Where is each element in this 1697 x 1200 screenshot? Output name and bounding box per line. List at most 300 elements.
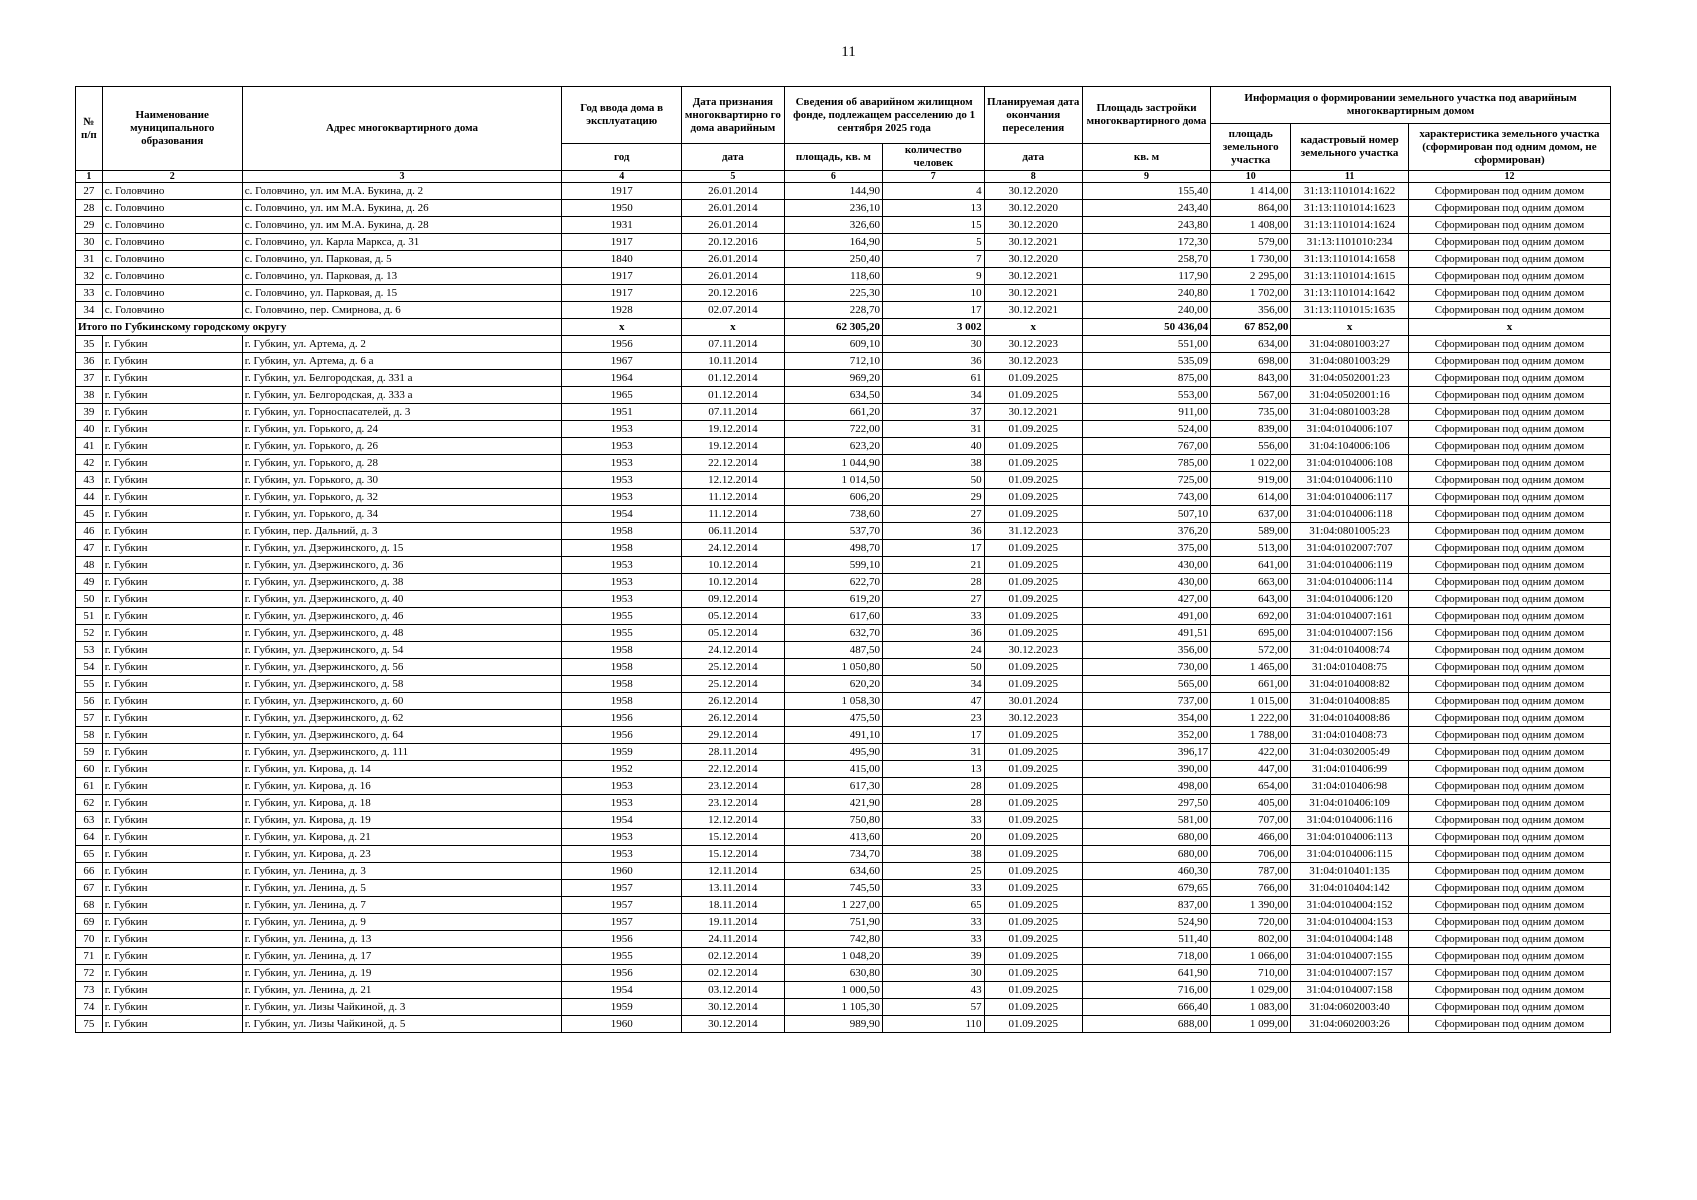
- row-number: 69: [76, 914, 103, 931]
- row-emergency-date: 26.01.2014: [682, 183, 785, 200]
- table-row: [76, 540, 1611, 557]
- row-land-characteristic: Сформирован под одним домом: [1408, 931, 1610, 948]
- row-cadastral-number: 31:04:0104006:107: [1291, 421, 1409, 438]
- row-planned-date: 01.09.2025: [984, 931, 1082, 948]
- row-land-area: 356,00: [1211, 302, 1291, 319]
- row-year-built: 1955: [562, 608, 682, 625]
- row-land-area: 1 730,00: [1211, 251, 1291, 268]
- row-land-characteristic: Сформирован под одним домом: [1408, 523, 1610, 540]
- table-row: [76, 200, 1611, 217]
- row-planned-date: 30.12.2023: [984, 336, 1082, 353]
- row-municipality: г. Губкин: [102, 523, 242, 540]
- row-municipality: г. Губкин: [102, 778, 242, 795]
- table-row: [76, 914, 1611, 931]
- row-year-built: 1955: [562, 625, 682, 642]
- row-emergency-date: 22.12.2014: [682, 455, 785, 472]
- row-planned-date: 01.09.2025: [984, 489, 1082, 506]
- row-year-built: 1957: [562, 880, 682, 897]
- row-year-built: 1967: [562, 353, 682, 370]
- row-number: 63: [76, 812, 103, 829]
- row-building-area: 352,00: [1082, 727, 1210, 744]
- row-cadastral-number: 31:04:0104006:114: [1291, 574, 1409, 591]
- row-building-area: 258,70: [1082, 251, 1210, 268]
- table-row: [76, 404, 1611, 421]
- row-number: 42: [76, 455, 103, 472]
- row-planned-date: 01.09.2025: [984, 676, 1082, 693]
- row-building-area: 155,40: [1082, 183, 1210, 200]
- row-people: 13: [883, 200, 985, 217]
- row-emergency-date: 26.12.2014: [682, 693, 785, 710]
- row-address: с. Головчино, ул. Парковая, д. 5: [242, 251, 562, 268]
- row-emergency-date: 05.12.2014: [682, 608, 785, 625]
- row-year-built: 1950: [562, 200, 682, 217]
- table-row: [76, 744, 1611, 761]
- row-area: 1 048,20: [784, 948, 882, 965]
- row-people: 27: [883, 506, 985, 523]
- table-body-total: [76, 319, 1611, 336]
- row-municipality: г. Губкин: [102, 931, 242, 948]
- column-number-9: 9: [1082, 171, 1210, 183]
- row-planned-date: 01.09.2025: [984, 1016, 1082, 1033]
- row-people: 27: [883, 591, 985, 608]
- row-emergency-date: 20.12.2016: [682, 285, 785, 302]
- row-area: 228,70: [784, 302, 882, 319]
- row-planned-date: 01.09.2025: [984, 472, 1082, 489]
- row-municipality: г. Губкин: [102, 897, 242, 914]
- row-municipality: г. Губкин: [102, 455, 242, 472]
- row-cadastral-number: 31:04:0104006:113: [1291, 829, 1409, 846]
- row-number: 30: [76, 234, 103, 251]
- table-row: [76, 812, 1611, 829]
- row-land-characteristic: Сформирован под одним домом: [1408, 217, 1610, 234]
- table-row: [76, 999, 1611, 1016]
- row-year-built: 1840: [562, 251, 682, 268]
- row-building-area: 718,00: [1082, 948, 1210, 965]
- column-number-7: 7: [883, 171, 985, 183]
- row-number: 39: [76, 404, 103, 421]
- row-address: г. Губкин, ул. Горького, д. 28: [242, 455, 562, 472]
- row-land-characteristic: Сформирован под одним домом: [1408, 914, 1610, 931]
- row-year-built: 1958: [562, 659, 682, 676]
- row-people: 43: [883, 982, 985, 999]
- row-planned-date: 01.09.2025: [984, 761, 1082, 778]
- row-cadastral-number: 31:13:1101014:1658: [1291, 251, 1409, 268]
- row-building-area: 511,40: [1082, 931, 1210, 948]
- row-municipality: г. Губкин: [102, 999, 242, 1016]
- row-municipality: г. Губкин: [102, 404, 242, 421]
- row-address: с. Головчино, пер. Смирнова, д. 6: [242, 302, 562, 319]
- row-planned-date: 01.09.2025: [984, 540, 1082, 557]
- header-planned-date: Планируемая дата окончания переселения: [984, 87, 1082, 144]
- row-number: 51: [76, 608, 103, 625]
- row-year-built: 1953: [562, 591, 682, 608]
- row-planned-date: 30.12.2021: [984, 404, 1082, 421]
- row-municipality: с. Головчино: [102, 200, 242, 217]
- row-year-built: 1953: [562, 778, 682, 795]
- row-people: 36: [883, 523, 985, 540]
- row-address: с. Головчино, ул. им М.А. Букина, д. 28: [242, 217, 562, 234]
- table-row: [76, 574, 1611, 591]
- row-number: 71: [76, 948, 103, 965]
- row-year-built: 1960: [562, 863, 682, 880]
- row-number: 59: [76, 744, 103, 761]
- row-municipality: г. Губкин: [102, 574, 242, 591]
- row-address: г. Губкин, пер. Дальний, д. 3: [242, 523, 562, 540]
- row-people: 34: [883, 676, 985, 693]
- row-municipality: с. Головчино: [102, 251, 242, 268]
- row-year-built: 1957: [562, 897, 682, 914]
- header-number: № п/п: [76, 87, 103, 171]
- table-body-golovchino: [76, 183, 1611, 319]
- row-municipality: г. Губкин: [102, 982, 242, 999]
- row-address: г. Губкин, ул. Лизы Чайкиной, д. 3: [242, 999, 562, 1016]
- row-building-area: 666,40: [1082, 999, 1210, 1016]
- row-area: 236,10: [784, 200, 882, 217]
- row-land-area: 843,00: [1211, 370, 1291, 387]
- row-planned-date: 01.09.2025: [984, 438, 1082, 455]
- row-municipality: с. Головчино: [102, 302, 242, 319]
- row-municipality: г. Губкин: [102, 489, 242, 506]
- table-row: [76, 761, 1611, 778]
- row-people: 33: [883, 931, 985, 948]
- row-emergency-date: 19.12.2014: [682, 438, 785, 455]
- row-planned-date: 01.09.2025: [984, 778, 1082, 795]
- row-land-characteristic: Сформирован под одним домом: [1408, 438, 1610, 455]
- row-address: г. Губкин, ул. Ленина, д. 3: [242, 863, 562, 880]
- row-emergency-date: 19.12.2014: [682, 421, 785, 438]
- row-municipality: г. Губкин: [102, 693, 242, 710]
- row-planned-date: 01.09.2025: [984, 829, 1082, 846]
- row-number: 36: [76, 353, 103, 370]
- row-year-built: 1953: [562, 795, 682, 812]
- row-planned-date: 01.09.2025: [984, 557, 1082, 574]
- row-area: 413,60: [784, 829, 882, 846]
- row-cadastral-number: 31:04:0104007:158: [1291, 982, 1409, 999]
- row-people: 65: [883, 897, 985, 914]
- row-planned-date: 01.09.2025: [984, 608, 1082, 625]
- row-emergency-date: 06.11.2014: [682, 523, 785, 540]
- row-year-built: 1951: [562, 404, 682, 421]
- row-land-characteristic: Сформирован под одним домом: [1408, 948, 1610, 965]
- row-planned-date: 01.09.2025: [984, 574, 1082, 591]
- row-number: 67: [76, 880, 103, 897]
- row-land-characteristic: Сформирован под одним домом: [1408, 489, 1610, 506]
- table-row: [76, 693, 1611, 710]
- row-year-built: 1958: [562, 540, 682, 557]
- row-emergency-date: 12.11.2014: [682, 863, 785, 880]
- row-address: г. Губкин, ул. Ленина, д. 9: [242, 914, 562, 931]
- row-area: 225,30: [784, 285, 882, 302]
- row-building-area: 460,30: [1082, 863, 1210, 880]
- row-address: г. Губкин, ул. Дзержинского, д. 111: [242, 744, 562, 761]
- table-row: [76, 948, 1611, 965]
- table-row: [76, 795, 1611, 812]
- table-row: [76, 1016, 1611, 1033]
- row-land-characteristic: Сформирован под одним домом: [1408, 727, 1610, 744]
- row-area: 632,70: [784, 625, 882, 642]
- row-building-area: 356,00: [1082, 642, 1210, 659]
- table-row: [76, 778, 1611, 795]
- row-planned-date: 30.01.2024: [984, 693, 1082, 710]
- row-area: 1 014,50: [784, 472, 882, 489]
- row-planned-date: 30.12.2020: [984, 251, 1082, 268]
- row-people: 38: [883, 455, 985, 472]
- row-land-characteristic: Сформирован под одним домом: [1408, 846, 1610, 863]
- row-people: 47: [883, 693, 985, 710]
- row-land-area: 766,00: [1211, 880, 1291, 897]
- row-emergency-date: 07.11.2014: [682, 404, 785, 421]
- row-land-characteristic: Сформирован под одним домом: [1408, 200, 1610, 217]
- row-area: 1 058,30: [784, 693, 882, 710]
- row-year-built: 1958: [562, 642, 682, 659]
- row-planned-date: 30.12.2020: [984, 200, 1082, 217]
- row-year-built: 1953: [562, 574, 682, 591]
- header-year-built: Год ввода дома в эксплуатацию: [562, 87, 682, 144]
- row-cadastral-number: 31:04:0104008:82: [1291, 676, 1409, 693]
- row-building-area: 725,00: [1082, 472, 1210, 489]
- row-emergency-date: 24.11.2014: [682, 931, 785, 948]
- row-emergency-date: 13.11.2014: [682, 880, 785, 897]
- row-number: 47: [76, 540, 103, 557]
- table-row: [76, 455, 1611, 472]
- row-land-area: 614,00: [1211, 489, 1291, 506]
- row-number: 68: [76, 897, 103, 914]
- row-building-area: 551,00: [1082, 336, 1210, 353]
- row-emergency-date: 29.12.2014: [682, 727, 785, 744]
- row-year-built: 1956: [562, 336, 682, 353]
- row-land-characteristic: Сформирован под одним домом: [1408, 965, 1610, 982]
- row-land-area: 567,00: [1211, 387, 1291, 404]
- row-people: 37: [883, 404, 985, 421]
- row-number: 38: [76, 387, 103, 404]
- row-address: г. Губкин, ул. Дзержинского, д. 58: [242, 676, 562, 693]
- row-building-area: 172,30: [1082, 234, 1210, 251]
- row-number: 57: [76, 710, 103, 727]
- row-number: 48: [76, 557, 103, 574]
- row-address: г. Губкин, ул. Горького, д. 32: [242, 489, 562, 506]
- row-planned-date: 30.12.2023: [984, 353, 1082, 370]
- row-land-characteristic: Сформирован под одним домом: [1408, 421, 1610, 438]
- row-building-area: 680,00: [1082, 829, 1210, 846]
- table-row: [76, 370, 1611, 387]
- table-row: [76, 880, 1611, 897]
- row-address: г. Губкин, ул. Белгородская, д. 331 а: [242, 370, 562, 387]
- row-area: 1 044,90: [784, 455, 882, 472]
- row-area: 630,80: [784, 965, 882, 982]
- row-land-area: 1 788,00: [1211, 727, 1291, 744]
- row-number: 74: [76, 999, 103, 1016]
- row-emergency-date: 01.12.2014: [682, 370, 785, 387]
- row-building-area: 553,00: [1082, 387, 1210, 404]
- row-number: 35: [76, 336, 103, 353]
- row-land-characteristic: Сформирован под одним домом: [1408, 506, 1610, 523]
- row-people: 29: [883, 489, 985, 506]
- row-land-characteristic: Сформирован под одним домом: [1408, 982, 1610, 999]
- row-year-built: 1953: [562, 489, 682, 506]
- row-land-characteristic: Сформирован под одним домом: [1408, 1016, 1610, 1033]
- table-row: [76, 217, 1611, 234]
- row-address: г. Губкин, ул. Горького, д. 24: [242, 421, 562, 438]
- row-land-characteristic: Сформирован под одним домом: [1408, 370, 1610, 387]
- row-number: 34: [76, 302, 103, 319]
- row-emergency-date: 12.12.2014: [682, 472, 785, 489]
- row-land-area: 698,00: [1211, 353, 1291, 370]
- row-people: 33: [883, 608, 985, 625]
- row-land-characteristic: Сформирован под одним домом: [1408, 540, 1610, 557]
- row-municipality: г. Губкин: [102, 863, 242, 880]
- table-row: [76, 302, 1611, 319]
- table-row: [76, 829, 1611, 846]
- total-date: x: [682, 319, 785, 336]
- total-row: [76, 319, 1611, 336]
- row-municipality: г. Губкин: [102, 812, 242, 829]
- unit-people: количество человек: [883, 144, 985, 171]
- row-emergency-date: 10.11.2014: [682, 353, 785, 370]
- row-building-area: 743,00: [1082, 489, 1210, 506]
- row-address: г. Губкин, ул. Дзержинского, д. 46: [242, 608, 562, 625]
- table-body-gubkin: [76, 336, 1611, 1033]
- row-area: 1 227,00: [784, 897, 882, 914]
- row-planned-date: 01.09.2025: [984, 914, 1082, 931]
- row-land-area: 707,00: [1211, 812, 1291, 829]
- table-row: [76, 727, 1611, 744]
- row-area: 745,50: [784, 880, 882, 897]
- row-cadastral-number: 31:04:0602003:26: [1291, 1016, 1409, 1033]
- table-row: [76, 710, 1611, 727]
- row-number: 56: [76, 693, 103, 710]
- row-people: 38: [883, 846, 985, 863]
- row-address: г. Губкин, ул. Кирова, д. 21: [242, 829, 562, 846]
- row-land-characteristic: Сформирован под одним домом: [1408, 251, 1610, 268]
- row-land-area: 1 015,00: [1211, 693, 1291, 710]
- row-planned-date: 01.09.2025: [984, 812, 1082, 829]
- row-land-characteristic: Сформирован под одним домом: [1408, 897, 1610, 914]
- row-area: 498,70: [784, 540, 882, 557]
- row-cadastral-number: 31:04:010406:99: [1291, 761, 1409, 778]
- row-number: 61: [76, 778, 103, 795]
- row-municipality: г. Губкин: [102, 387, 242, 404]
- row-planned-date: 30.12.2021: [984, 234, 1082, 251]
- row-municipality: г. Губкин: [102, 353, 242, 370]
- row-year-built: 1953: [562, 438, 682, 455]
- row-municipality: с. Головчино: [102, 183, 242, 200]
- row-municipality: г. Губкин: [102, 557, 242, 574]
- row-municipality: г. Губкин: [102, 625, 242, 642]
- row-year-built: 1917: [562, 234, 682, 251]
- row-number: 72: [76, 965, 103, 982]
- row-building-area: 767,00: [1082, 438, 1210, 455]
- row-municipality: г. Губкин: [102, 676, 242, 693]
- row-cadastral-number: 31:04:010406:109: [1291, 795, 1409, 812]
- row-municipality: г. Губкин: [102, 642, 242, 659]
- row-land-area: 695,00: [1211, 625, 1291, 642]
- row-land-area: 1 222,00: [1211, 710, 1291, 727]
- row-building-area: 679,65: [1082, 880, 1210, 897]
- row-emergency-date: 02.12.2014: [682, 948, 785, 965]
- row-planned-date: 01.09.2025: [984, 370, 1082, 387]
- row-people: 30: [883, 965, 985, 982]
- table-row: [76, 625, 1611, 642]
- table-row: [76, 183, 1611, 200]
- row-people: 39: [883, 948, 985, 965]
- row-people: 20: [883, 829, 985, 846]
- row-land-characteristic: Сформирован под одним домом: [1408, 268, 1610, 285]
- row-land-characteristic: Сформирован под одним домом: [1408, 812, 1610, 829]
- row-land-characteristic: Сформирован под одним домом: [1408, 608, 1610, 625]
- row-building-area: 491,00: [1082, 608, 1210, 625]
- row-emergency-date: 15.12.2014: [682, 829, 785, 846]
- table-row: [76, 676, 1611, 693]
- row-area: 326,60: [784, 217, 882, 234]
- total-building-area: 50 436,04: [1082, 319, 1210, 336]
- row-cadastral-number: 31:04:0104004:153: [1291, 914, 1409, 931]
- row-municipality: г. Губкин: [102, 659, 242, 676]
- row-emergency-date: 18.11.2014: [682, 897, 785, 914]
- row-area: 734,70: [784, 846, 882, 863]
- row-cadastral-number: 31:04:0104006:117: [1291, 489, 1409, 506]
- table-row: [76, 982, 1611, 999]
- row-land-area: 1 702,00: [1211, 285, 1291, 302]
- row-cadastral-number: 31:04:0104006:119: [1291, 557, 1409, 574]
- row-land-area: 787,00: [1211, 863, 1291, 880]
- row-number: 49: [76, 574, 103, 591]
- row-number: 66: [76, 863, 103, 880]
- row-cadastral-number: 31:13:1101014:1615: [1291, 268, 1409, 285]
- row-cadastral-number: 31:04:0104006:115: [1291, 846, 1409, 863]
- row-cadastral-number: 31:04:0801003:27: [1291, 336, 1409, 353]
- row-land-characteristic: Сформирован под одним домом: [1408, 710, 1610, 727]
- row-area: 738,60: [784, 506, 882, 523]
- row-land-characteristic: Сформирован под одним домом: [1408, 387, 1610, 404]
- row-land-area: 579,00: [1211, 234, 1291, 251]
- row-emergency-date: 19.11.2014: [682, 914, 785, 931]
- row-municipality: г. Губкин: [102, 727, 242, 744]
- row-address: г. Губкин, ул. Дзержинского, д. 36: [242, 557, 562, 574]
- row-municipality: г. Губкин: [102, 761, 242, 778]
- row-address: с. Головчино, ул. Карла Маркса, д. 31: [242, 234, 562, 251]
- row-cadastral-number: 31:04:0104007:157: [1291, 965, 1409, 982]
- row-cadastral-number: 31:04:0502001:23: [1291, 370, 1409, 387]
- row-building-area: 875,00: [1082, 370, 1210, 387]
- row-building-area: 430,00: [1082, 574, 1210, 591]
- row-emergency-date: 26.01.2014: [682, 217, 785, 234]
- row-emergency-date: 11.12.2014: [682, 506, 785, 523]
- row-year-built: 1956: [562, 965, 682, 982]
- row-land-area: 556,00: [1211, 438, 1291, 455]
- row-building-area: 737,00: [1082, 693, 1210, 710]
- row-building-area: 390,00: [1082, 761, 1210, 778]
- row-building-area: 837,00: [1082, 897, 1210, 914]
- row-land-area: 447,00: [1211, 761, 1291, 778]
- table-row: [76, 608, 1611, 625]
- row-people: 25: [883, 863, 985, 880]
- row-address: г. Губкин, ул. Ленина, д. 17: [242, 948, 562, 965]
- row-year-built: 1917: [562, 285, 682, 302]
- row-people: 28: [883, 795, 985, 812]
- row-planned-date: 01.09.2025: [984, 846, 1082, 863]
- row-emergency-date: 03.12.2014: [682, 982, 785, 999]
- row-number: 58: [76, 727, 103, 744]
- row-land-characteristic: Сформирован под одним домом: [1408, 693, 1610, 710]
- row-building-area: 117,90: [1082, 268, 1210, 285]
- header-cadastral-number: кадастровый номер земельного участка: [1291, 124, 1409, 171]
- row-people: 13: [883, 761, 985, 778]
- row-land-characteristic: Сформирован под одним домом: [1408, 625, 1610, 642]
- header-land-area: площадь земельного участка: [1211, 124, 1291, 171]
- table-header: [76, 87, 1611, 183]
- unit-year: год: [562, 144, 682, 171]
- row-municipality: г. Губкин: [102, 829, 242, 846]
